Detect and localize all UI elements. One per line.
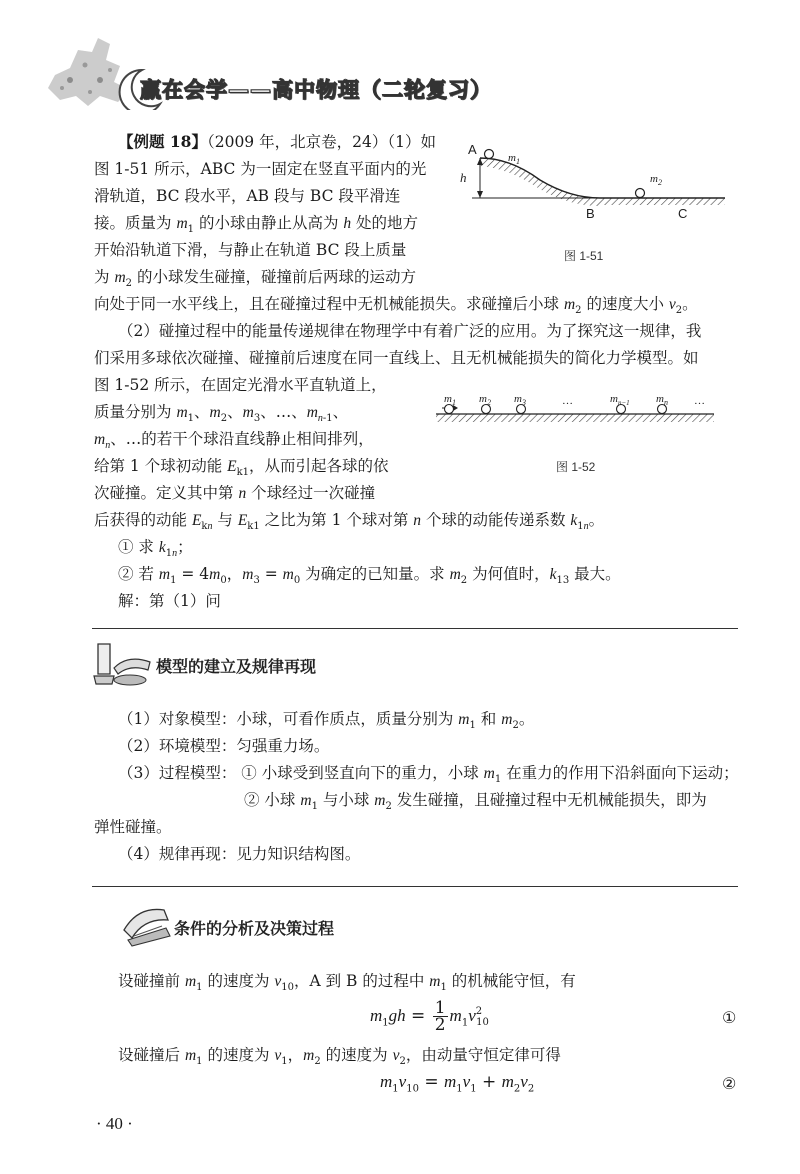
analysis-line-1: 设碰撞前 $m_1$ 的速度为 $v_{10}$，A 到 B 的过程中 $m_1$ 的机械能守恒，有 xyxy=(118,972,576,994)
example-part1-lead: （1）如 xyxy=(387,133,436,151)
part2-line-5: $m_n$、…的若干个球沿直线静止相间排列， xyxy=(94,430,374,452)
part2-line-1: （2）碰撞过程中的能量传递规律在物理学中有着广泛的应用。为了探究这一规律，我 xyxy=(118,322,702,340)
figure-1-52 xyxy=(432,392,717,442)
model-item-2: （2）环境模型：匀强重力场。 xyxy=(118,737,330,755)
equation-1-number: ① xyxy=(722,1008,737,1027)
label-m2: $m_2$ xyxy=(650,173,662,187)
part2-line-8: 后获得的动能 $E_{kn}$ 与 $E_{k1}$ 之比为第 1 个球对第 n 个球的动能传递系数 $k_{1n}$。 xyxy=(94,511,605,533)
ball-m1 xyxy=(485,150,494,159)
example-line-1 xyxy=(118,131,436,153)
analysis-section-icon xyxy=(118,900,174,948)
model-section-icon xyxy=(90,640,154,690)
ball-m2 xyxy=(636,189,645,198)
svg-text:…: … xyxy=(562,395,573,407)
example-line-7: 向处于同一水平线上，且在碰撞过程中无机械能损失。求碰撞后小球 $m_2$ 的速度大小 $v_2$。 xyxy=(94,295,698,317)
label-m1: $m_1$ xyxy=(508,152,520,166)
horizontal-track xyxy=(600,198,725,205)
figure-1-51 xyxy=(450,140,740,240)
equation-2-number: ② xyxy=(722,1074,737,1093)
figure-1-51-caption: 图 1-51 xyxy=(564,249,604,263)
svg-text:m1: $m_1$ xyxy=(444,393,456,407)
svg-text:mn−1: $m_{n-1}$ xyxy=(610,393,630,407)
equation-2: $m_1v_{10} = m_1v_1 + m_2v_2$ xyxy=(380,1072,535,1095)
analysis-line-2: 设碰撞后 $m_1$ 的速度为 $v_1$，$m_2$ 的速度为 $v_2$，由动量守恒定律可得 xyxy=(118,1046,561,1068)
part2-line-4: 质量分别为 $m_1$、$m_2$、$m_3$、…、$m_{n-1}$、 xyxy=(94,403,349,425)
part2-line-3: 图 1-52 所示，在固定光滑水平直轨道上， xyxy=(94,376,387,394)
divider-2 xyxy=(92,886,738,887)
page-number: · 40 · xyxy=(96,1114,133,1133)
part2-line-7: 次碰撞。定义其中第 n 个球经过一次碰撞 xyxy=(94,484,376,502)
question-1: ① 求 $k_{1n}$； xyxy=(118,538,193,560)
header-title: 赢在会学——高中物理（二轮复习） xyxy=(140,78,492,102)
example-line-6: 为 $m_2$ 的小球发生碰撞，碰撞前后两球的运动方 xyxy=(94,268,416,290)
label-C: C xyxy=(678,206,688,221)
example-label: 【例题 18】 xyxy=(118,132,207,151)
answer-start: 解：第（1）问 xyxy=(118,592,221,610)
svg-text:…: … xyxy=(694,395,705,407)
model-item-3: （3）过程模型： ① 小球受到竖直向下的重力，小球 $m_1$ 在重力的作用下沿斜面向下运动； xyxy=(118,764,739,786)
svg-text:m2: $m_2$ xyxy=(479,393,491,407)
curved-track xyxy=(480,158,600,206)
example-line-5: 开始沿轨道下滑，与静止在轨道 BC 段上质量 xyxy=(94,241,407,259)
question-2: ② 若 $m_1 = 4m_0$，$m_3 = m_0$ 为确定的已知量。求 $m_2$ 为何值时，$k_{13}$ 最大。 xyxy=(118,565,621,587)
model-item-1: （1）对象模型：小球，可看作质点，质量分别为 $m_1$ 和 $m_2$。 xyxy=(118,710,535,732)
model-item-3b: ② 小球 $m_1$ 与小球 $m_2$ 发生碰撞，且碰撞过程中无机械能损失，即为 xyxy=(244,791,707,813)
svg-text:m3: $m_3$ xyxy=(514,393,526,407)
example-line-4: 接。质量为 $m_1$ 的小球由静止从高为 h 处的地方 xyxy=(94,214,419,236)
divider-1 xyxy=(92,628,738,629)
example-source: （2009 年，北京卷，24） xyxy=(206,133,388,151)
straight-track xyxy=(436,414,714,422)
puzzle-logo-icon xyxy=(48,38,130,106)
example-line-2: 图 1-51 所示，ABC 为一固定在竖直平面内的光 xyxy=(94,160,427,178)
part2-line-6: 给第 1 个球初动能 $E_{k1}$，从而引起各球的依 xyxy=(94,457,389,479)
label-B: B xyxy=(586,206,595,221)
equation-1: $m_1gh$ = $\frac{1}{2}$ $m_1v^2_{10}$ xyxy=(370,998,489,1035)
example-line-3: 滑轨道，BC 段水平，AB 段与 BC 段平滑连 xyxy=(94,187,401,205)
label-h: h xyxy=(460,170,467,185)
svg-text:mn: $m_n$ xyxy=(656,393,668,407)
section-title-model: 模型的建立及规律再现 xyxy=(156,657,317,676)
section-title-analysis: 条件的分析及决策过程 xyxy=(174,919,335,938)
figure-1-52-caption: 图 1-52 xyxy=(556,460,596,474)
part2-line-2: 们采用多球依次碰撞、碰撞前后速度在同一直线上、且无机械能损失的简化力学模型。如 xyxy=(94,349,699,367)
model-item-4: （4）规律再现：见力知识结构图。 xyxy=(118,845,361,863)
label-A: A xyxy=(468,142,477,157)
model-item-3c: 弹性碰撞。 xyxy=(94,818,172,836)
